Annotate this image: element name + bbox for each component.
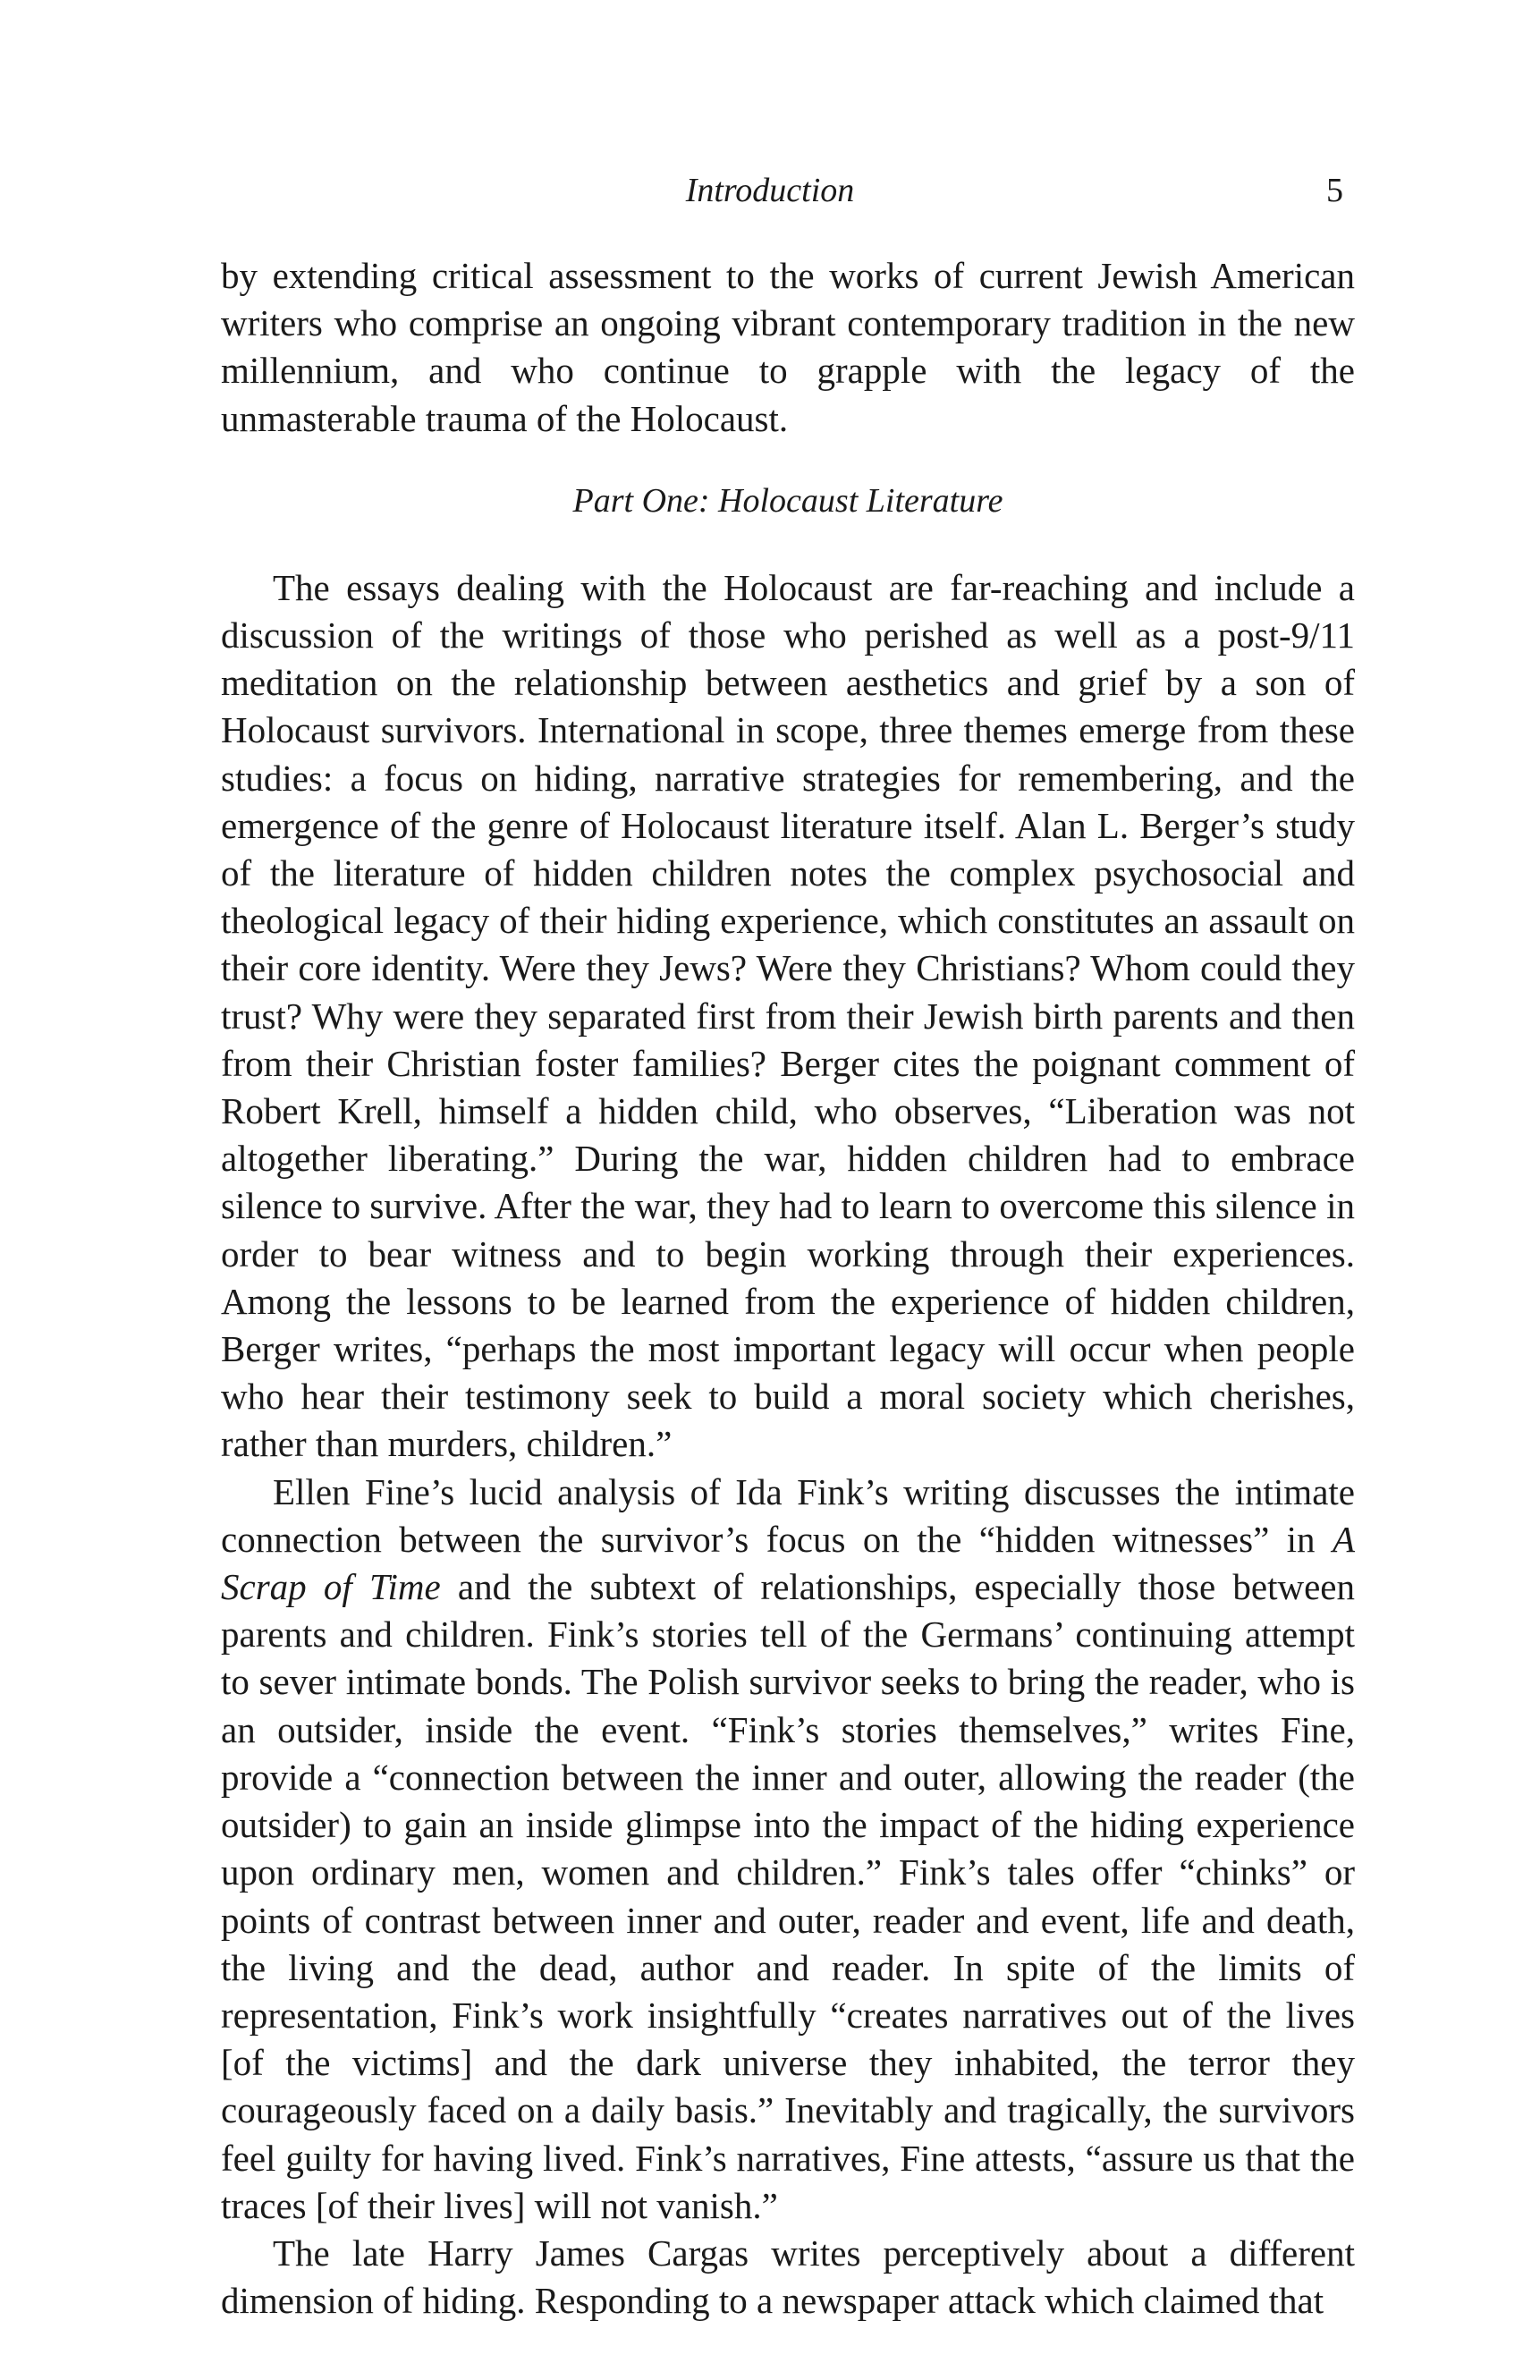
paragraph-cargas: The late Harry James Cargas writes perceptively about a different dimension of hiding. Responding to a newspaper attack which claimed that (221, 2232, 1355, 2322)
paragraph-text: and the subtext of relationships, especially those between parents and children. Fink’s stories tell of the Germans’ continuing attempt to sever intimate bonds. The Polish survivor seeks to bring the reader, who is an outsider, inside the event. “Fink’s stories themselves,” writes Fine, provide a “connection between the inner and outer, allowing the reader (the outsider) to gain an inside glimpse into the impact of the hiding experience upon ordinary men, women and children.” Fink’s tales offer “chinks” or points of contrast between inner and outer, reader and event, life and death, the living and the dead, author and reader. In spite of the limits of representation, Fink’s work insightfully “creates narratives out of the lives [of the victims] and the dark universe they inhabited, the terror they courageously faced on a daily basis.” Inevitably and tragically, the survivors feel guilty for having lived. Fink’s narratives, Fine attests, “assure us that the traces [of their lives] will not vanish.” (221, 1566, 1355, 2226)
paragraph-ida-fink (221, 1469, 1355, 2230)
running-head (0, 168, 1540, 213)
paragraph-hidden-children: The essays dealing with the Holocaust are far-reaching and include a discussion of the writings of those who perished as well as a post-9/11 meditation on the relationship between aesthetics and grief by a son of Holocaust survivors. International in scope, three themes emerge from these studies: a focus on hiding, narrative strategies for remembering, and the emergence of the genre of Holocaust literature itself. Alan L. Berger’s study of the literature of hidden children notes the complex psychosocial and theological legacy of their hiding experience, which constitutes an assault on their core identity. Were they Jews? Were they Christians? Whom could they trust? Why were they separated first from their Jewish birth parents and then from their Christian foster families? Berger cites the poignant comment of Robert Krell, himself a hidden child, who observes, “Liberation was not altogether liberating.” During the war, hidden children had to embrace silence to survive. After the war, they had to learn to overcome this silence in order to bear witness and to begin working through their experiences. Among the lessons to be learned from the experience of hidden children, Berger writes, “perhaps the most important legacy will occur when people who hear their testimony seek to build a moral society which cherishes, rather than murders, children.” (221, 566, 1355, 1465)
running-title: Introduction (685, 172, 855, 209)
section-heading: Part One: Holocaust Literature (572, 481, 1003, 520)
body-text (221, 252, 1355, 2325)
book-title: A Scrap of Time (221, 1518, 1356, 1608)
intro-paragraph: by extending critical assessment to the works of current Jewish American writers who comprise an ongoing vibrant contemporary tradition in the new millennium, and who continue to grapple with the legacy of the unmasterable trauma of the Holocaust. (221, 255, 1355, 439)
paragraph-text: Ellen Fine’s lucid analysis of Ida Fink’s writing discusses the intimate connection between the survivor’s focus on the “hidden witnesses” in (221, 1470, 1355, 1560)
page-number: 5 (1326, 172, 1343, 209)
